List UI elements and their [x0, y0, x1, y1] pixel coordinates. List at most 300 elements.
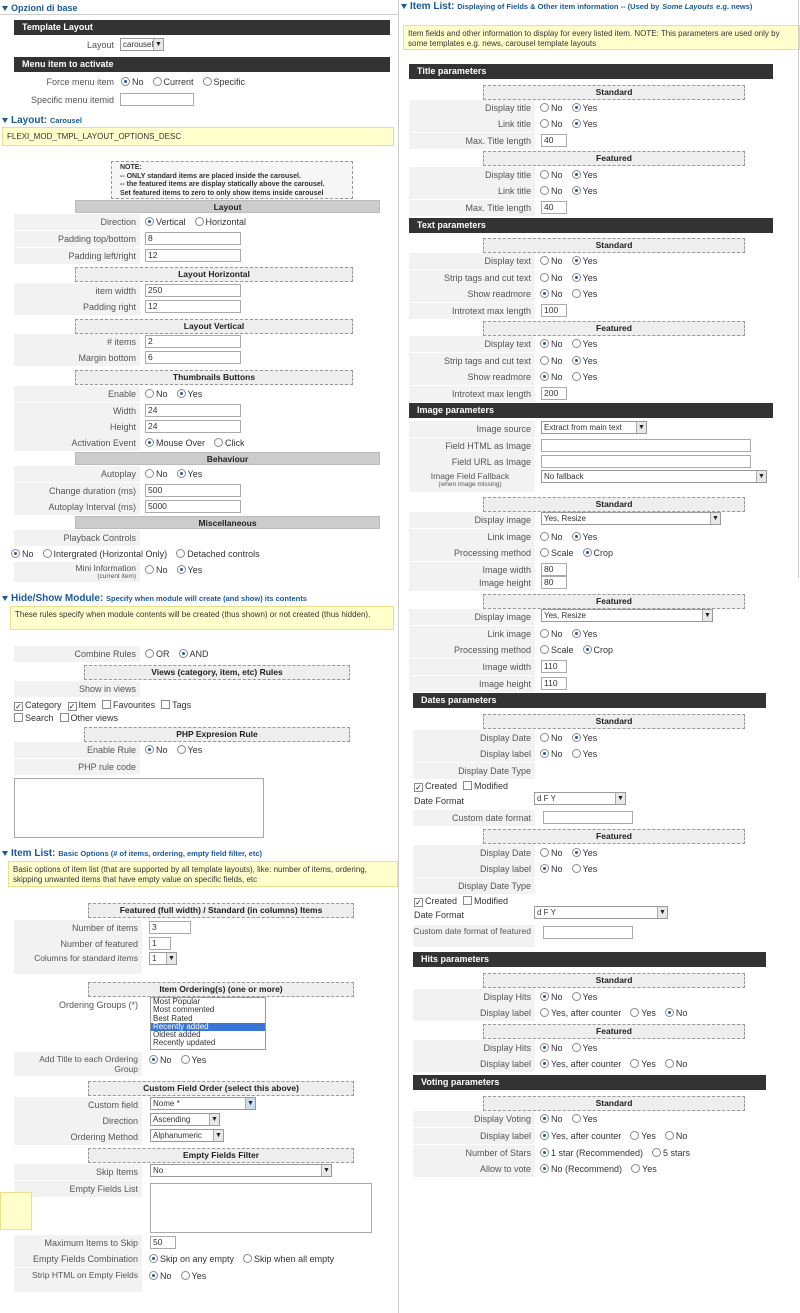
empty-fields-list-input[interactable] — [150, 1183, 372, 1233]
ordering-option[interactable]: Oldest added — [153, 1030, 201, 1040]
autoplay-interval-input[interactable]: 5000 — [145, 500, 241, 513]
display-hits-feat-yes-radio[interactable] — [572, 1043, 581, 1052]
option-label: No — [551, 749, 563, 759]
panel-subtitle: Carousel — [49, 116, 82, 125]
enable-no-radio[interactable] — [145, 389, 154, 398]
display-hits-feat-row — [413, 1040, 773, 1056]
link-title-label: Link title — [409, 183, 535, 199]
columns-value: 1 — [152, 954, 157, 963]
processing-label: Processing method — [409, 642, 535, 658]
autoplay-yes-radio[interactable] — [177, 469, 186, 478]
title-params-header: Title parameters — [409, 64, 773, 79]
group-layout: Layout — [75, 200, 380, 213]
display-date-label: Display Date — [413, 730, 535, 746]
padding-tb-input[interactable]: 8 — [145, 232, 241, 245]
hits-standard-header: Standard — [483, 973, 745, 988]
option-label: No — [551, 629, 563, 639]
max-title-feat-row — [409, 200, 773, 216]
num-featured-label: Number of featured — [14, 936, 142, 952]
display-hits-no-radio[interactable] — [540, 992, 549, 1001]
readmore-feat-no-radio[interactable] — [540, 372, 549, 381]
custom-date-label: Custom date format — [413, 810, 535, 826]
option-label: No — [551, 273, 563, 283]
title-standard-header: Standard — [483, 85, 745, 100]
option-label: Created — [425, 781, 458, 791]
layout-panel-header[interactable] — [0, 115, 398, 127]
search-check[interactable] — [14, 713, 23, 722]
custom-field-select[interactable] — [150, 1097, 256, 1110]
panel-title: Item List: — [11, 848, 56, 859]
option-label: Yes — [582, 992, 598, 1002]
show-readmore-label: Show readmore — [409, 286, 535, 302]
hits-label-feat-yes-radio[interactable] — [630, 1059, 639, 1068]
autoplay-interval-row — [14, 499, 394, 515]
direction-vertical-radio[interactable] — [145, 217, 154, 226]
padding-right-row — [14, 299, 394, 315]
display-title-no-radio[interactable] — [540, 103, 549, 112]
display-text-label: Display text — [409, 253, 535, 269]
direction-label: Direction — [14, 214, 140, 230]
collapse-triangle-icon — [2, 596, 8, 601]
ordering-option[interactable]: Most commented — [153, 1005, 215, 1015]
autoplay-label: Autoplay — [14, 466, 140, 482]
ordering-option[interactable]: Recently updated — [153, 1038, 216, 1048]
strip-tags-no-radio[interactable] — [540, 273, 549, 282]
itemlist-display-header[interactable] — [399, 1, 800, 23]
modified-feat-check[interactable] — [463, 896, 472, 905]
padding-lr-label: Padding left/right — [14, 248, 140, 264]
collapse-triangle-icon — [401, 4, 407, 9]
chevron-down-icon: ▼ — [245, 1098, 255, 1109]
combine-and-radio[interactable] — [179, 649, 188, 658]
specific-itemid-input[interactable] — [120, 93, 194, 106]
option-label: Click — [225, 438, 245, 448]
ordering-option[interactable]: Best Rated — [153, 1013, 193, 1023]
panel-title: Layout: — [11, 115, 48, 126]
ordering-method-select[interactable] — [150, 1129, 224, 1142]
right-edge-border — [798, 0, 799, 578]
combine-or-radio[interactable] — [145, 649, 154, 658]
ordering-header: Item Ordering(s) (one or more) — [88, 982, 354, 997]
max-title-feat-input[interactable]: 40 — [541, 201, 567, 214]
link-title-no-radio[interactable] — [540, 119, 549, 128]
date-type-label: Display Date Type — [413, 763, 535, 779]
link-title-feat-no-radio[interactable] — [540, 186, 549, 195]
autoplay-no-radio[interactable] — [145, 469, 154, 478]
image-standard-header: Standard — [483, 497, 745, 512]
display-text-row — [409, 253, 773, 269]
display-date-feat-no-radio[interactable] — [540, 848, 549, 857]
link-image-feat-no-radio[interactable] — [540, 629, 549, 638]
option-label: Yes — [582, 733, 598, 743]
link-image-no-radio[interactable] — [540, 532, 549, 541]
yellow-note-block — [0, 1192, 32, 1230]
field-url-input[interactable] — [541, 455, 751, 468]
force-current-radio[interactable] — [153, 77, 162, 86]
tags-check[interactable] — [161, 700, 170, 709]
option-label: Yes — [187, 469, 203, 479]
fallback-value: No fallback — [544, 472, 584, 481]
custom-date-row — [413, 810, 773, 826]
hits-label-yes-radio[interactable] — [630, 1008, 639, 1017]
autoplay-interval-label: Autoplay Interval (ms) — [14, 499, 140, 515]
image-source-select[interactable] — [541, 421, 647, 434]
combination-row — [14, 1251, 394, 1267]
height-input[interactable]: 24 — [145, 420, 241, 433]
custom-date-feat-input[interactable] — [543, 926, 633, 939]
width-input[interactable]: 24 — [145, 404, 241, 417]
field-url-label: Field URL as Image — [409, 454, 535, 470]
other-views-check[interactable] — [60, 713, 69, 722]
processing-scale-radio[interactable] — [540, 548, 549, 557]
date-format-label: Date Format — [414, 796, 465, 806]
option-label: No — [675, 1059, 688, 1069]
allow-vote-label: Allow to vote — [413, 1161, 535, 1177]
allow-vote-yes-radio[interactable] — [631, 1164, 640, 1173]
image-featured-header: Featured — [483, 594, 745, 609]
image-width-feat-row — [409, 659, 773, 675]
option-label: No — [551, 372, 563, 382]
opzioni-header[interactable] — [0, 2, 398, 14]
option-label: Yes — [641, 1008, 656, 1018]
option-label: Yes — [641, 1059, 656, 1069]
playback-integrated-radio[interactable] — [43, 549, 52, 558]
display-hits-yes-radio[interactable] — [572, 992, 581, 1001]
mini-info-row — [14, 562, 394, 582]
php-code-row — [14, 759, 394, 775]
direction-order-select[interactable] — [150, 1113, 220, 1126]
option-label: No — [551, 1043, 563, 1053]
option-label: Skip when all empty — [254, 1254, 335, 1264]
note-line: -- the featured items are display statically above the carousel. — [120, 181, 325, 188]
option-label: No — [551, 733, 563, 743]
height-label: Height — [14, 419, 140, 435]
chevron-down-icon: ▼ — [153, 39, 163, 50]
link-title-yes-radio[interactable] — [572, 119, 581, 128]
image-params-header: Image parameters — [409, 403, 773, 418]
chevron-down-icon: ▼ — [213, 1130, 223, 1141]
display-date-label-row — [413, 746, 773, 762]
force-menu-row — [14, 74, 390, 90]
specific-itemid-label: Specific menu itemid — [30, 95, 114, 105]
change-duration-label: Change duration (ms) — [14, 483, 140, 499]
link-title-label: Link title — [409, 116, 535, 132]
image-width-feat-input[interactable]: 110 — [541, 660, 567, 673]
num-featured-row — [14, 936, 394, 952]
display-voting-no-radio[interactable] — [540, 1114, 549, 1123]
option-label: Yes — [191, 1055, 207, 1065]
display-label-yes-radio[interactable] — [572, 749, 581, 758]
option-label: Created — [425, 896, 458, 906]
group-thumbnails: Thumbnails Buttons — [75, 370, 353, 385]
voting-params-header: Voting parameters — [413, 1075, 766, 1090]
ordering-option[interactable]: Most Popular — [153, 997, 201, 1006]
activation-click-radio[interactable] — [214, 438, 223, 447]
display-label-no-radio[interactable] — [540, 749, 549, 758]
show-readmore-label: Show readmore — [409, 369, 535, 385]
option-label: No — [551, 289, 563, 299]
display-hits-label: Display Hits — [413, 1040, 535, 1056]
show-readmore-row — [409, 286, 773, 302]
option-label: Yes — [582, 864, 598, 874]
playback-detached-radio[interactable] — [176, 549, 185, 558]
text-standard-header: Standard — [483, 238, 745, 253]
display-image-feat-select[interactable] — [541, 609, 713, 622]
option-label: No — [551, 992, 563, 1002]
playback-label: Playback Controls — [14, 530, 140, 546]
ordering-groups-list[interactable] — [150, 997, 266, 1050]
option-label: Yes, after counter — [551, 1131, 622, 1141]
display-date-label: Display Date — [413, 845, 535, 861]
height-row — [14, 419, 394, 435]
introtext-feat-row — [409, 386, 773, 402]
favourites-check[interactable] — [102, 700, 111, 709]
date-format-select[interactable] — [534, 792, 626, 805]
strip-yes-radio[interactable] — [181, 1271, 190, 1280]
add-title-no-radio[interactable] — [149, 1055, 158, 1064]
option-label: Yes — [187, 745, 203, 755]
display-image-select[interactable] — [541, 512, 721, 525]
date-format-value: d F Y — [537, 908, 556, 917]
display-hits-feat-no-radio[interactable] — [540, 1043, 549, 1052]
enable-rule-no-radio[interactable] — [145, 745, 154, 754]
activation-mouseover-radio[interactable] — [145, 438, 154, 447]
option-label: No — [132, 77, 144, 87]
show-in-views-label: Show in views — [14, 681, 140, 697]
processing-crop-radio[interactable] — [583, 548, 592, 557]
strip-tags-yes-radio[interactable] — [572, 273, 581, 282]
option-label: No — [551, 356, 563, 366]
fallback-select[interactable] — [541, 470, 767, 483]
custom-field-value: Nome * — [153, 1099, 180, 1108]
processing-feat-crop-radio[interactable] — [583, 645, 592, 654]
fallback-row — [409, 470, 773, 492]
image-source-row — [409, 421, 773, 437]
option-label: No — [551, 1114, 563, 1124]
option-label: Modified — [474, 896, 509, 906]
display-date-yes-radio[interactable] — [572, 733, 581, 742]
custom-date-feat-row — [413, 925, 773, 947]
display-text-yes-radio[interactable] — [572, 256, 581, 265]
margin-bottom-input[interactable]: 6 — [145, 351, 241, 364]
display-title-yes-radio[interactable] — [572, 103, 581, 112]
hits-label-after-radio[interactable] — [540, 1008, 549, 1017]
option-label: No — [156, 565, 168, 575]
link-image-yes-radio[interactable] — [572, 532, 581, 541]
chevron-down-icon: ▼ — [756, 471, 766, 482]
hits-label-row — [413, 1005, 773, 1021]
option-label: No — [551, 256, 563, 266]
date-type-feat-row — [413, 878, 773, 894]
strip-tags-feat-row — [409, 353, 773, 369]
allow-vote-no-radio[interactable] — [540, 1164, 549, 1173]
display-text-feat-yes-radio[interactable] — [572, 339, 581, 348]
option-label: Yes — [187, 565, 203, 575]
display-title-feat-row — [409, 167, 773, 183]
items-input[interactable]: 2 — [145, 335, 241, 348]
combine-rules-row — [14, 646, 394, 662]
date-type-row — [413, 763, 773, 779]
featured-standard-header: Featured (full width) / Standard (in columns) Items — [88, 903, 354, 918]
readmore-no-radio[interactable] — [540, 289, 549, 298]
image-height-feat-input[interactable]: 110 — [541, 677, 567, 690]
enable-yes-radio[interactable] — [177, 389, 186, 398]
add-title-row — [14, 1052, 394, 1076]
skip-any-radio[interactable] — [149, 1254, 158, 1263]
field-html-row — [409, 438, 773, 454]
custom-date-feat-label: Custom date format of featured — [413, 925, 535, 947]
direction-horizontal-radio[interactable] — [195, 217, 204, 226]
field-html-label: Field HTML as Image — [409, 438, 535, 454]
readmore-feat-yes-radio[interactable] — [572, 372, 581, 381]
option-label: Yes — [582, 1043, 598, 1053]
direction-row — [14, 214, 394, 230]
introtext-input[interactable]: 100 — [541, 304, 567, 317]
num-items-row — [14, 920, 394, 936]
skip-items-select[interactable] — [150, 1164, 332, 1177]
hideshow-description: These rules specify when module contents will be created (thus shown) or not created (thus hidden). — [10, 606, 394, 630]
processing-feat-scale-radio[interactable] — [540, 645, 549, 654]
display-text-no-radio[interactable] — [540, 256, 549, 265]
mini-no-radio[interactable] — [145, 565, 154, 574]
custom-date-input[interactable] — [543, 811, 633, 824]
item-width-input[interactable]: 250 — [145, 284, 241, 297]
link-image-feat-yes-radio[interactable] — [572, 629, 581, 638]
date-format-value: d F Y — [537, 794, 556, 803]
hits-label-no-radio[interactable] — [665, 1008, 674, 1017]
padding-right-input[interactable]: 12 — [145, 300, 241, 313]
option-label: Yes, after counter — [551, 1059, 622, 1069]
option-label: No — [156, 469, 168, 479]
display-label-feat-no-radio[interactable] — [540, 864, 549, 873]
display-title-row — [409, 100, 773, 116]
hideshow-header[interactable] — [0, 593, 398, 605]
voting-standard-header: Standard — [483, 1096, 745, 1111]
itemlist-basic-header[interactable] — [0, 848, 398, 860]
voting-label-after-radio[interactable] — [540, 1131, 549, 1140]
display-label-label: Display label — [413, 1128, 535, 1144]
hits-label-feat-after-radio[interactable] — [540, 1059, 549, 1068]
display-date-feat-yes-radio[interactable] — [572, 848, 581, 857]
image-height-input[interactable]: 80 — [541, 576, 567, 589]
display-title-feat-no-radio[interactable] — [540, 170, 549, 179]
force-no-radio[interactable] — [121, 77, 130, 86]
ordering-option-selected[interactable]: Recently added — [151, 1023, 265, 1031]
max-title-input[interactable]: 40 — [541, 134, 567, 147]
force-specific-radio[interactable] — [203, 77, 212, 86]
date-format-feat-select[interactable] — [534, 906, 668, 919]
padding-lr-input[interactable]: 12 — [145, 249, 241, 262]
display-date-no-radio[interactable] — [540, 733, 549, 742]
padding-tb-label: Padding top/bottom — [14, 231, 140, 247]
stars-1-radio[interactable] — [540, 1148, 549, 1157]
hits-label-feat-no-radio[interactable] — [665, 1059, 674, 1068]
option-label: No — [675, 1008, 688, 1018]
item-check[interactable]: ✓ — [68, 702, 76, 711]
field-html-input[interactable] — [541, 439, 751, 452]
display-label-feat-yes-radio[interactable] — [572, 864, 581, 873]
empty-fields-header: Empty Fields Filter — [88, 1148, 354, 1163]
option-label: Yes — [582, 256, 598, 266]
display-image-value: Yes, Resize — [544, 611, 586, 620]
option-label: Yes — [641, 1131, 656, 1141]
max-skip-input[interactable]: 50 — [150, 1236, 176, 1249]
num-items-input[interactable]: 3 — [149, 921, 191, 934]
voting-label-no-radio[interactable] — [665, 1131, 674, 1140]
panel-subtitle: Specify when module will create (and show) its contents — [106, 594, 307, 603]
option-label: Yes — [582, 356, 598, 366]
image-width-input[interactable]: 80 — [541, 563, 567, 576]
image-source-label: Image source — [409, 421, 535, 437]
layout-select[interactable] — [120, 38, 164, 51]
modified-check[interactable] — [463, 781, 472, 790]
dates-featured-header: Featured — [483, 829, 745, 844]
readmore-yes-radio[interactable] — [572, 289, 581, 298]
combination-label: Empty Fields Combination — [14, 1251, 142, 1267]
link-title-feat-yes-radio[interactable] — [572, 186, 581, 195]
views-checks-1 — [14, 698, 197, 712]
category-check[interactable]: ✓ — [15, 702, 22, 711]
option-label: Other views — [70, 713, 119, 723]
add-title-yes-radio[interactable] — [181, 1055, 190, 1064]
items-row — [14, 334, 394, 350]
stars-5-radio[interactable] — [652, 1148, 661, 1157]
voting-label-row — [413, 1128, 773, 1144]
padding-tb-row — [14, 231, 394, 247]
display-title-label: Display title — [409, 167, 535, 183]
voting-label-yes-radio[interactable] — [630, 1131, 639, 1140]
mini-yes-radio[interactable] — [177, 565, 186, 574]
php-code-textarea[interactable] — [14, 778, 264, 838]
strip-tags-feat-yes-radio[interactable] — [572, 356, 581, 365]
display-title-feat-yes-radio[interactable] — [572, 170, 581, 179]
items-label: # items — [14, 334, 140, 350]
php-code-label: PHP rule code — [14, 759, 140, 775]
columns-select[interactable] — [149, 952, 177, 965]
max-skip-row — [14, 1235, 394, 1251]
enable-rule-yes-radio[interactable] — [177, 745, 186, 754]
display-voting-yes-radio[interactable] — [572, 1114, 581, 1123]
created-check[interactable]: ✓ — [415, 783, 422, 792]
direction-order-value: Ascending — [153, 1115, 191, 1124]
skip-items-value: No — [153, 1166, 164, 1175]
image-height-feat-row — [409, 676, 773, 692]
panel-subtitle: e.g. news) — [716, 2, 753, 11]
display-text-feat-no-radio[interactable] — [540, 339, 549, 348]
change-duration-input[interactable]: 500 — [145, 484, 241, 497]
option-label: OR — [156, 649, 170, 659]
display-text-feat-row — [409, 336, 773, 352]
introtext-feat-input[interactable]: 200 — [541, 387, 567, 400]
hits-label-feat-row — [413, 1056, 773, 1072]
created-feat-check[interactable]: ✓ — [415, 898, 422, 907]
strip-tags-feat-no-radio[interactable] — [540, 356, 549, 365]
display-date-row — [413, 730, 773, 746]
margin-bottom-row — [14, 350, 394, 366]
activation-row — [14, 435, 394, 451]
max-title-label: Max. Title length — [409, 133, 535, 149]
text-featured-header: Featured — [483, 321, 745, 336]
strip-no-radio[interactable] — [149, 1271, 158, 1280]
display-image-label: Display image — [409, 512, 535, 528]
skip-all-radio[interactable] — [243, 1254, 252, 1263]
introtext-row — [409, 303, 773, 319]
playback-no-radio[interactable] — [11, 549, 20, 558]
enable-rule-label: Enable Rule — [14, 742, 140, 758]
num-featured-input[interactable]: 1 — [149, 937, 171, 950]
strip-tags-label: Strip tags and cut text — [409, 353, 535, 369]
width-row — [14, 403, 394, 419]
